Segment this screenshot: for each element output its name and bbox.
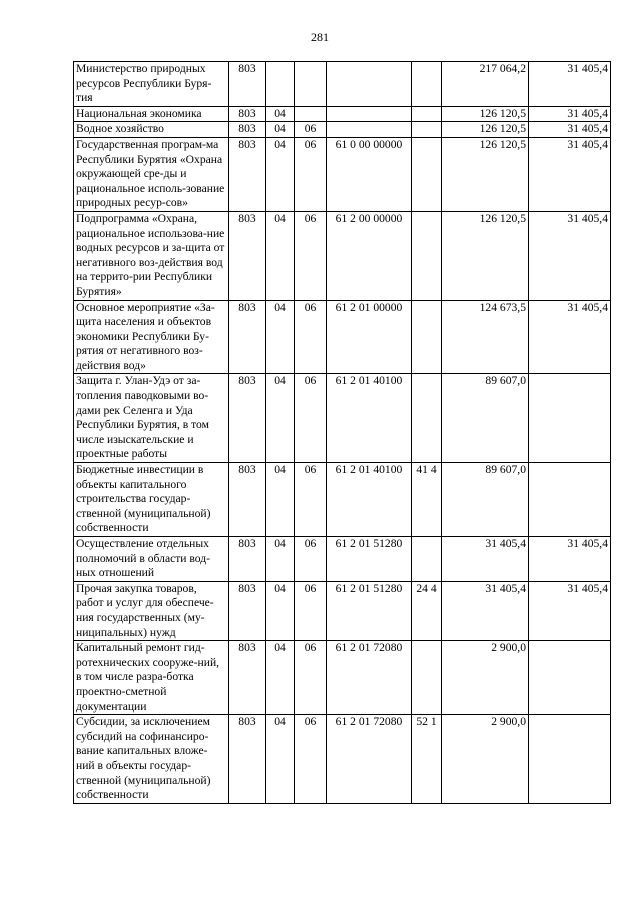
row-section-code: 04 (266, 122, 295, 138)
row-expense-type-code (412, 300, 442, 374)
row-target-code: 61 2 01 72080 (327, 641, 412, 715)
table-row (74, 122, 611, 138)
row-expense-type-code (412, 641, 442, 715)
table-row (74, 463, 611, 537)
row-amount-total: 124 673,5 (442, 300, 529, 374)
row-name: Бюджетные инвестиции в объекты капитального строительства государ-ственной (муниципальной) собственности (74, 463, 229, 537)
row-section-code: 04 (266, 581, 295, 640)
row-subsection-code: 06 (295, 641, 327, 715)
row-amount-total: 126 120,5 (442, 211, 529, 300)
table-row (74, 62, 611, 107)
row-subsection-code: 06 (295, 715, 327, 804)
row-target-code (327, 106, 412, 122)
row-amount-federal: 31 405,4 (529, 137, 611, 211)
row-amount-total: 126 120,5 (442, 122, 529, 138)
row-amount-federal (529, 715, 611, 804)
row-ministry-code: 803 (229, 122, 266, 138)
row-expense-type-code (412, 537, 442, 582)
table-row (74, 211, 611, 300)
row-ministry-code: 803 (229, 62, 266, 107)
row-amount-federal: 31 405,4 (529, 300, 611, 374)
row-section-code: 04 (266, 137, 295, 211)
row-ministry-code: 803 (229, 211, 266, 300)
row-expense-type-code: 52 1 (412, 715, 442, 804)
row-target-code (327, 122, 412, 138)
row-target-code: 61 2 01 51280 (327, 537, 412, 582)
row-amount-total: 89 607,0 (442, 374, 529, 463)
table-row (74, 581, 611, 640)
row-section-code: 04 (266, 715, 295, 804)
table-row (74, 374, 611, 463)
row-subsection-code: 06 (295, 300, 327, 374)
row-target-code: 61 2 01 40100 (327, 374, 412, 463)
page-number: 281 (311, 30, 329, 44)
table-row (74, 641, 611, 715)
row-amount-federal: 31 405,4 (529, 106, 611, 122)
row-subsection-code: 06 (295, 137, 327, 211)
table-row (74, 537, 611, 582)
row-amount-total: 217 064,2 (442, 62, 529, 107)
row-expense-type-code (412, 106, 442, 122)
row-ministry-code: 803 (229, 106, 266, 122)
row-ministry-code: 803 (229, 137, 266, 211)
row-name: Осуществление отдельных полномочий в области вод-ных отношений (74, 537, 229, 582)
table-row (74, 715, 611, 804)
row-amount-federal: 31 405,4 (529, 62, 611, 107)
row-name: Министерство природных ресурсов Республики Буря-тия (74, 62, 229, 107)
row-target-code: 61 0 00 00000 (327, 137, 412, 211)
row-target-code: 61 2 01 51280 (327, 581, 412, 640)
row-expense-type-code (412, 137, 442, 211)
table-row (74, 106, 611, 122)
row-amount-total: 89 607,0 (442, 463, 529, 537)
row-ministry-code: 803 (229, 641, 266, 715)
row-amount-federal (529, 374, 611, 463)
row-amount-total: 31 405,4 (442, 537, 529, 582)
row-target-code: 61 2 00 00000 (327, 211, 412, 300)
row-section-code: 04 (266, 106, 295, 122)
row-section-code: 04 (266, 211, 295, 300)
table-row (74, 300, 611, 374)
row-subsection-code (295, 106, 327, 122)
row-section-code: 04 (266, 300, 295, 374)
row-subsection-code (295, 62, 327, 107)
row-expense-type-code: 24 4 (412, 581, 442, 640)
table-row (74, 137, 611, 211)
row-section-code: 04 (266, 463, 295, 537)
row-expense-type-code (412, 374, 442, 463)
row-amount-total: 31 405,4 (442, 581, 529, 640)
row-target-code: 61 2 01 40100 (327, 463, 412, 537)
row-expense-type-code: 41 4 (412, 463, 442, 537)
row-name: Водное хозяйство (74, 122, 229, 138)
row-subsection-code: 06 (295, 374, 327, 463)
row-ministry-code: 803 (229, 463, 266, 537)
row-name: Защита г. Улан-Удэ от за-топления паводковыми во-дами рек Селенга и Уда Республики Бурятия, в том числе изыскательские и проектные работы (74, 374, 229, 463)
row-name: Капитальный ремонт гид-ротехнических сооруже-ний, в том числе разра-ботка проектно-сметной документации (74, 641, 229, 715)
row-expense-type-code (412, 122, 442, 138)
row-name: Национальная экономика (74, 106, 229, 122)
row-expense-type-code (412, 211, 442, 300)
row-expense-type-code (412, 62, 442, 107)
row-amount-federal: 31 405,4 (529, 122, 611, 138)
row-amount-total: 2 900,0 (442, 715, 529, 804)
row-amount-federal: 31 405,4 (529, 581, 611, 640)
row-subsection-code: 06 (295, 537, 327, 582)
row-amount-total: 126 120,5 (442, 137, 529, 211)
budget-table (73, 61, 611, 804)
row-subsection-code: 06 (295, 211, 327, 300)
row-section-code: 04 (266, 537, 295, 582)
row-subsection-code: 06 (295, 463, 327, 537)
row-ministry-code: 803 (229, 715, 266, 804)
row-section-code (266, 62, 295, 107)
row-target-code: 61 2 01 72080 (327, 715, 412, 804)
row-amount-federal: 31 405,4 (529, 211, 611, 300)
row-name: Прочая закупка товаров, работ и услуг для обеспече-ния государственных (му-ниципальных) нужд (74, 581, 229, 640)
row-amount-federal (529, 463, 611, 537)
row-ministry-code: 803 (229, 300, 266, 374)
row-section-code: 04 (266, 641, 295, 715)
budget-table-body (74, 62, 611, 804)
row-amount-total: 126 120,5 (442, 106, 529, 122)
row-target-code (327, 62, 412, 107)
row-target-code: 61 2 01 00000 (327, 300, 412, 374)
row-subsection-code: 06 (295, 122, 327, 138)
row-amount-total: 2 900,0 (442, 641, 529, 715)
row-subsection-code: 06 (295, 581, 327, 640)
row-ministry-code: 803 (229, 374, 266, 463)
row-amount-federal: 31 405,4 (529, 537, 611, 582)
row-section-code: 04 (266, 374, 295, 463)
row-name: Субсидии, за исключением субсидий на софинансиро-вание капитальных вложе-ний в объекты государ-ственной (муниципальной) собственности (74, 715, 229, 804)
row-ministry-code: 803 (229, 537, 266, 582)
row-name: Государственная програм-ма Республики Бурятия «Охрана окружающей сре-ды и рациональное исполь-зование природных ресур-сов» (74, 137, 229, 211)
row-amount-federal (529, 641, 611, 715)
row-name: Основное мероприятие «За-щита населения и объектов экономики Республики Бу-рятия от негативного воз-действия вод» (74, 300, 229, 374)
row-name: Подпрограмма «Охрана, рациональное использова-ние водных ресурсов и за-щита от негативного воз-действия вод на террито-рии Республики Бурятия» (74, 211, 229, 300)
row-ministry-code: 803 (229, 581, 266, 640)
